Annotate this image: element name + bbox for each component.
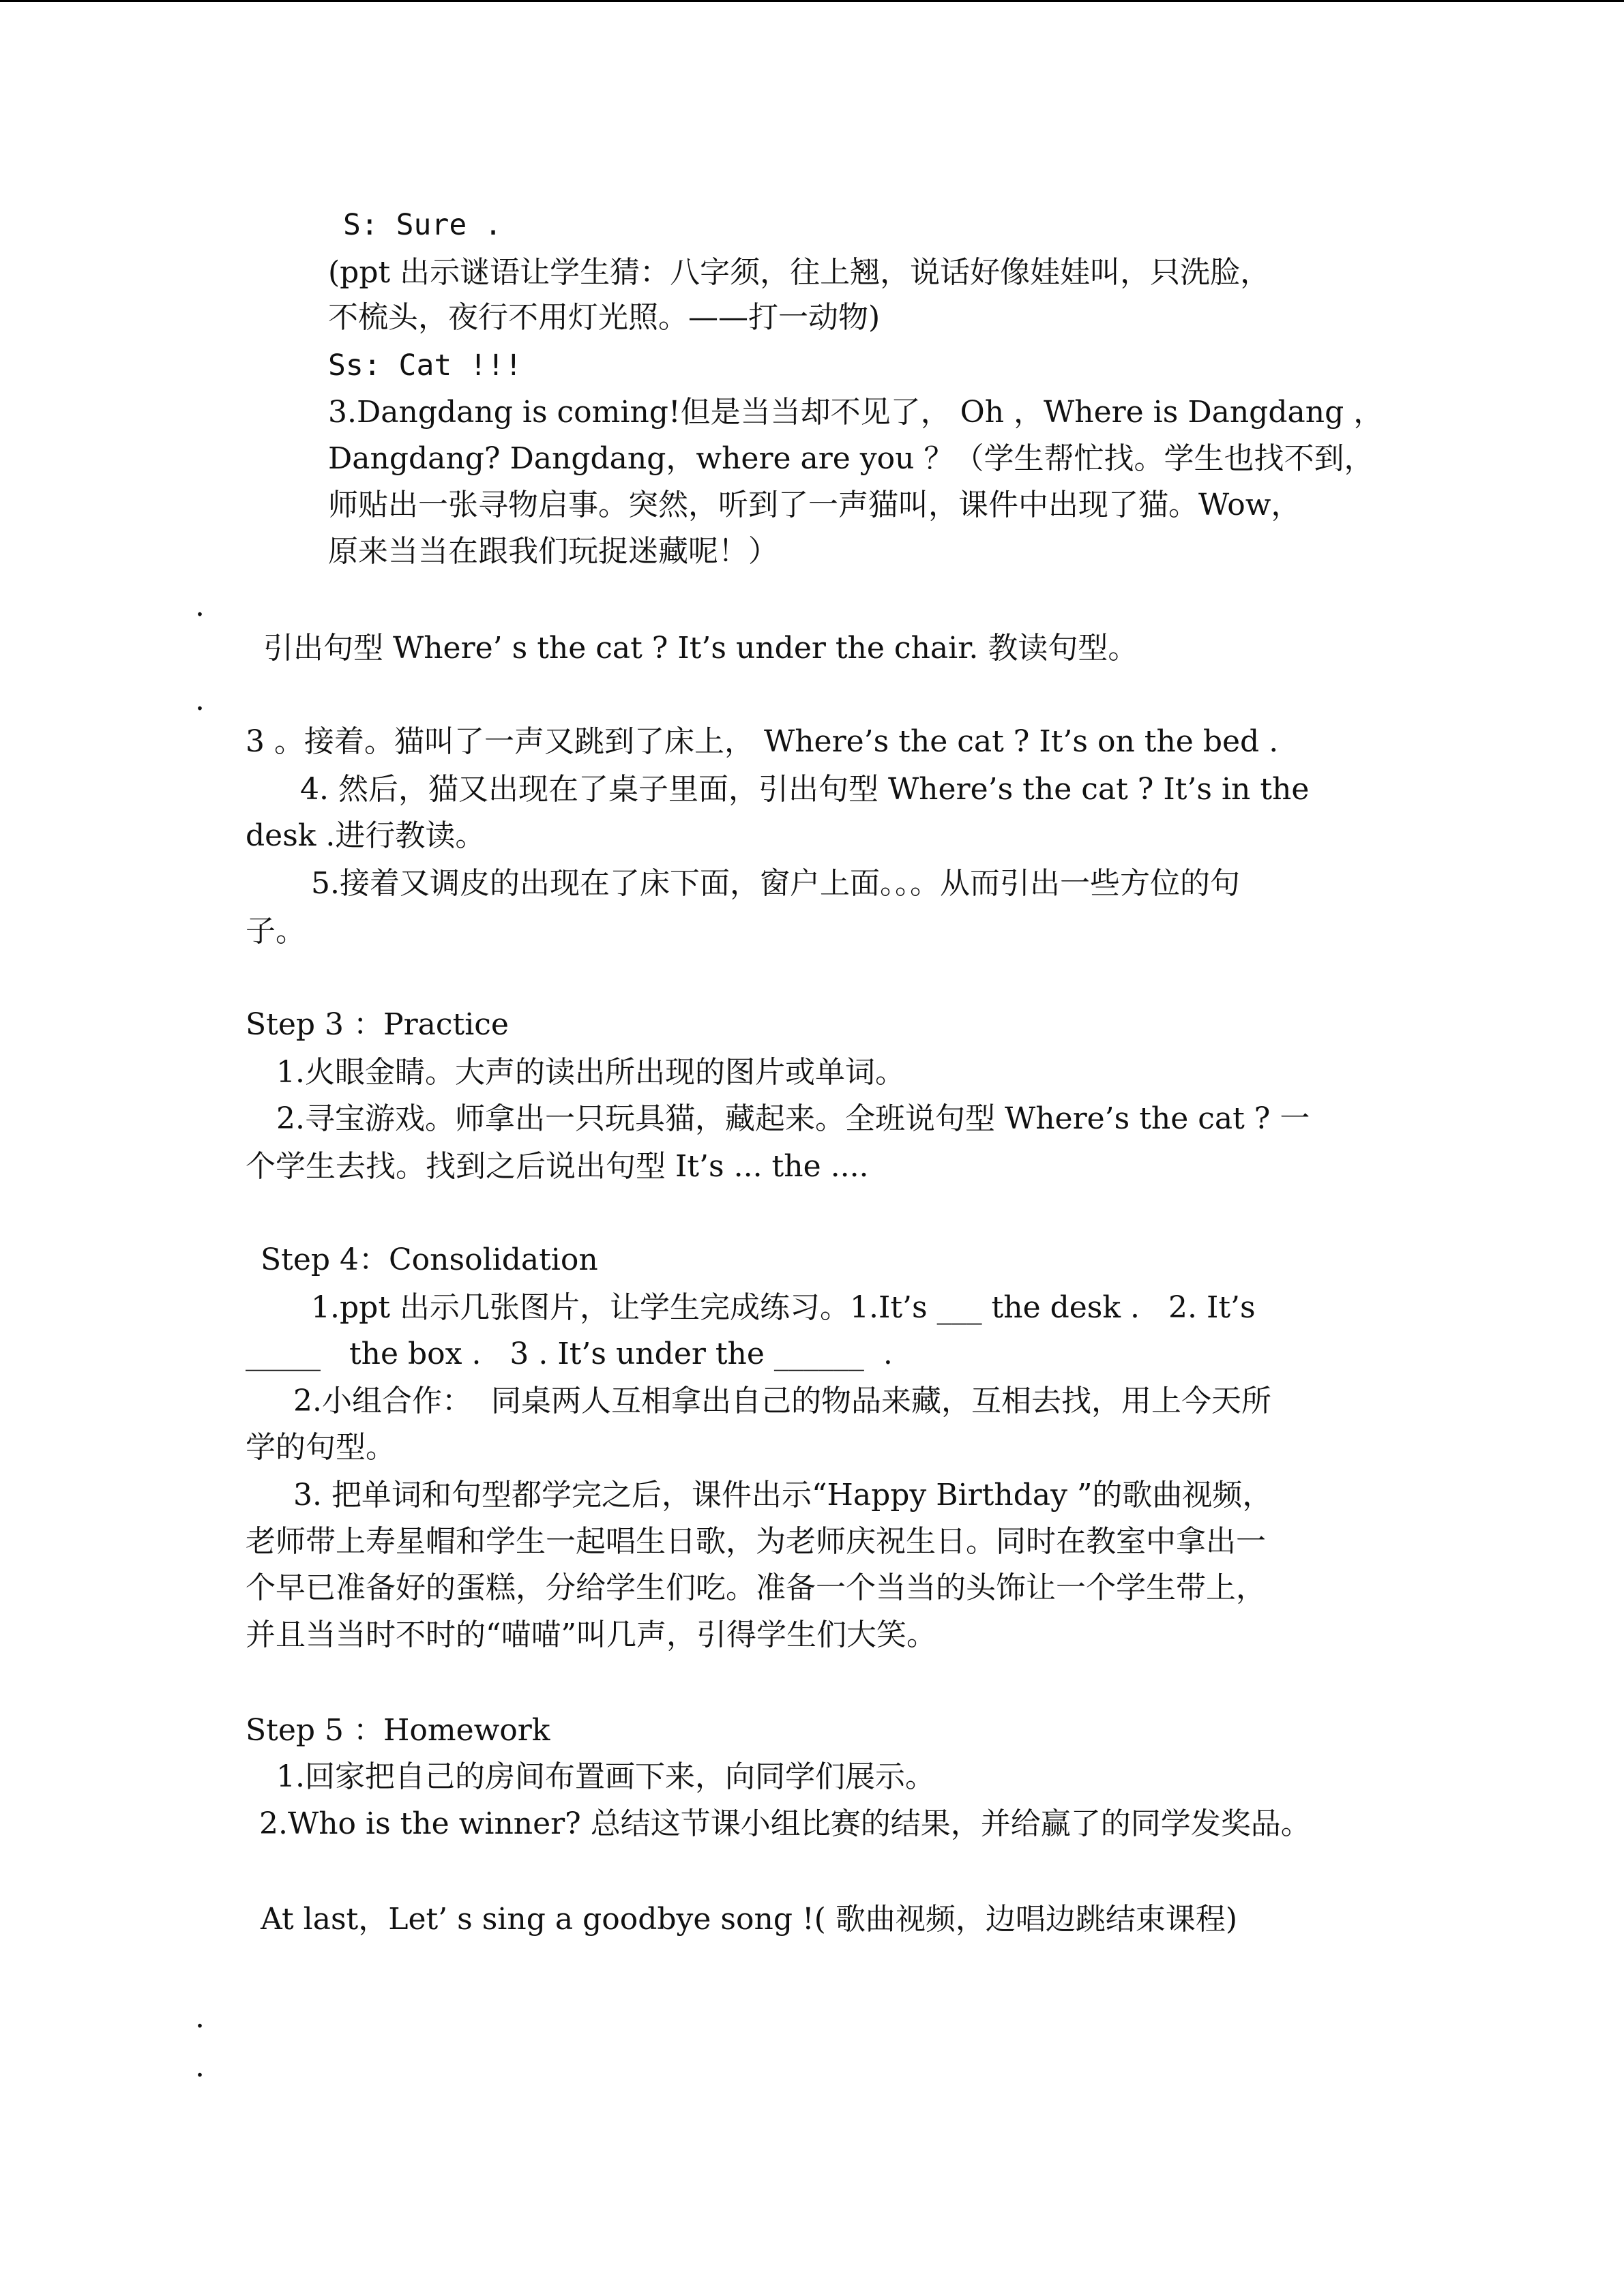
step-item-3-line-3: 师贴出一张寻物启事。突然，听到了一声猫叫，课件中出现了猫。Wow， [328,488,1301,522]
riddle-line-1: (ppt 出示谜语让学生猜：八字须，往上翘，说话好像娃娃叫，只洗脸， [328,255,1271,290]
step-5-heading: Step 5 ：Homework [246,1713,550,1748]
consolidation-item-1-line-1: 1.ppt 出示几张图片，让学生完成练习。1.It’s ___ the desk . 2. It’s [311,1290,1256,1325]
sentence-pattern-intro: 引出句型 Where’ s the cat ? It’s under the chair. 教读句型。 [263,631,1138,666]
dialogue-line-sure: S: Sure . [343,208,502,242]
consolidation-item-3-line-1: 3. 把单词和句型都学完之后，课件出示“Happy Birthday ”的歌曲视频， [293,1478,1273,1512]
consolidation-item-3-line-4: 并且当当时不时的“喵喵”叫几声，引得学生们大笑。 [246,1617,936,1652]
consolidation-item-2-line-1: 2.小组合作： 同桌两人互相拿出自己的物品来藏，互相去找，用上今天所 [293,1384,1271,1418]
bullet-dot: . [195,588,205,623]
step-item-5-line-2: 子。 [246,914,306,949]
consolidation-item-2-line-2: 学的句型。 [246,1430,396,1465]
dialogue-line-cat: Ss: Cat !!! [328,348,522,383]
step-4-heading: Step 4：Consolidation [261,1242,598,1277]
step-item-4-line-2: desk .进行教读。 [246,818,486,853]
step-3-heading: Step 3 ：Practice [246,1007,509,1042]
step-item-3-line-4: 原来当当在跟我们玩捉迷藏呢！） [328,534,778,569]
consolidation-item-1-line-2: _____ the box . 3 . It’s under the ______ . [246,1337,893,1371]
step-item-4-line-1: 4. 然后，猫又出现在了桌子里面，引出句型 Where’s the cat ? It’s in the [300,772,1310,807]
step-item-5-line-1: 5.接着又调皮的出现在了床下面，窗户上面。。。从而引出一些方位的句 [311,866,1240,901]
step-item-3-line-1: 3.Dangdang is coming!但是当当却不见了， Oh ，Where is Dangdang ， [328,395,1384,430]
closing-line: At last，Let’ s sing a goodbye song !( 歌曲视频，边唱边跳结束课程) [261,1902,1237,1937]
practice-item-2-line-1: 2.寻宝游戏。师拿出一只玩具猫，藏起来。全班说句型 Where’s the cat ? 一 [276,1101,1310,1136]
bullet-dot: . [195,2049,205,2084]
practice-item-1: 1.火眼金睛。大声的读出所出现的图片或单词。 [276,1055,905,1090]
consolidation-item-3-line-2: 老师带上寿星帽和学生一起唱生日歌，为老师庆祝生日。同时在教室中拿出一 [246,1524,1266,1559]
homework-item-1: 1.回家把自己的房间布置画下来，向同学们展示。 [276,1759,935,1794]
consolidation-item-3-line-3: 个早已准备好的蛋糕，分给学生们吃。准备一个当当的头饰让一个学生带上， [246,1570,1266,1605]
bullet-dot: . [195,2000,205,2035]
homework-item-2: 2.Who is the winner? 总结这节课小组比赛的结果，并给赢了的同学发奖品。 [259,1806,1311,1841]
step-item-3-line-2: Dangdang? Dangdang，where are you ？（学生帮忙找。学生也找不到， [328,441,1374,476]
riddle-line-2: 不梳头，夜行不用灯光照。——打一动物) [328,300,881,335]
practice-item-2-line-2: 个学生去找。找到之后说出句型 It’s ... the .... [246,1149,869,1184]
step-item-3-on-bed: 3 。接着。猫叫了一声又跳到了床上， Where’s the cat ? It’s on the bed . [246,724,1279,759]
bullet-dot: . [195,683,205,717]
